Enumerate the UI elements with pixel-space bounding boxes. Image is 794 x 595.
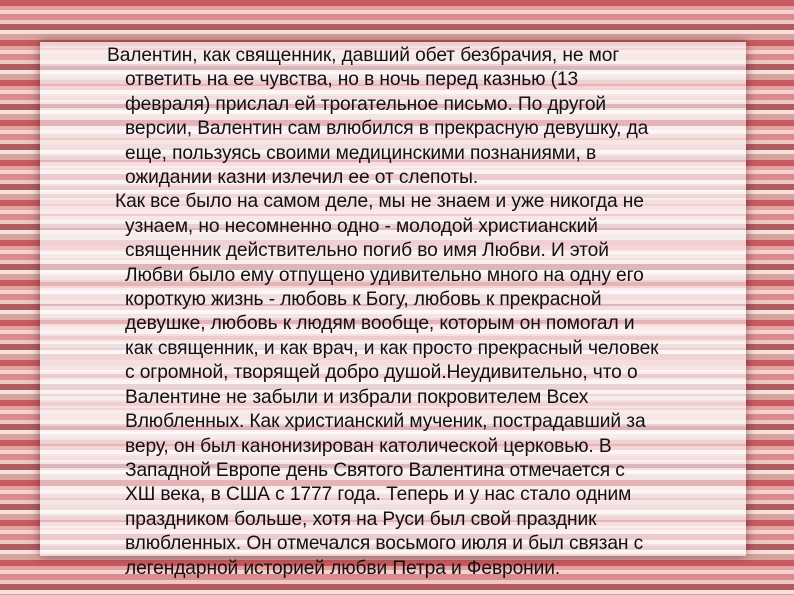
text-line: Любви было ему отпущено удивительно много на одну его [125, 264, 644, 286]
text-line: праздником больше, хотя на Руси был свой праздник [125, 508, 597, 530]
paragraph-2 [115, 190, 747, 581]
text-line: ответить на ее чувства, но в ночь перед казнью (13 [125, 69, 579, 91]
text-line: Валентин, как священник, давший обет безбрачия, не мог [107, 45, 620, 66]
text-line: еще, пользуясь своими медицинскими познаниями, в [125, 142, 597, 164]
text-line: девушке, любовь к людям вообще, которым он помогал и [125, 313, 635, 335]
text-line: священник действительно погиб во имя Любви. И этой [125, 240, 609, 262]
text-line: короткую жизнь - любовь к Богу, любовь к прекрасной [125, 289, 602, 311]
text-line: Влюбленных. Как христианский мученик, пострадавший за [125, 411, 646, 433]
text-line: как священник, и как врач, и как просто прекрасный человек [125, 337, 659, 359]
paragraph-1 [107, 44, 747, 190]
text-line: февраля) прислал ей трогательное письмо. По другой [125, 93, 607, 115]
text-line: XШ века, в США с 1777 года. Теперь и у нас стало одним [125, 484, 632, 506]
text-line: легендарной историей любви Петра и Февронии. [125, 557, 561, 579]
text-line: версии, Валентин сам влюбился в прекрасную девушку, да [125, 118, 649, 140]
text-line: Как все было на самом деле, мы не знаем и уже никогда не [115, 191, 644, 213]
slide-body-text [107, 44, 747, 581]
text-line: ожидании казни излечил ее от слепоты. [125, 167, 479, 189]
text-line: Западной Европе день Святого Валентина отмечается с [125, 459, 625, 481]
text-line: веру, он был канонизирован католической церковью. В [125, 435, 612, 457]
text-line: с огромной, творящей добро душой.Неудивительно, что о [125, 362, 638, 384]
text-line: узнаем, но несомненно одно - молодой христианский [125, 215, 598, 237]
text-line: Валентине не забыли и избрали покровителем Всех [125, 386, 589, 408]
text-line: влюбленных. Он отмечался восьмого июля и был связан с [125, 533, 644, 555]
